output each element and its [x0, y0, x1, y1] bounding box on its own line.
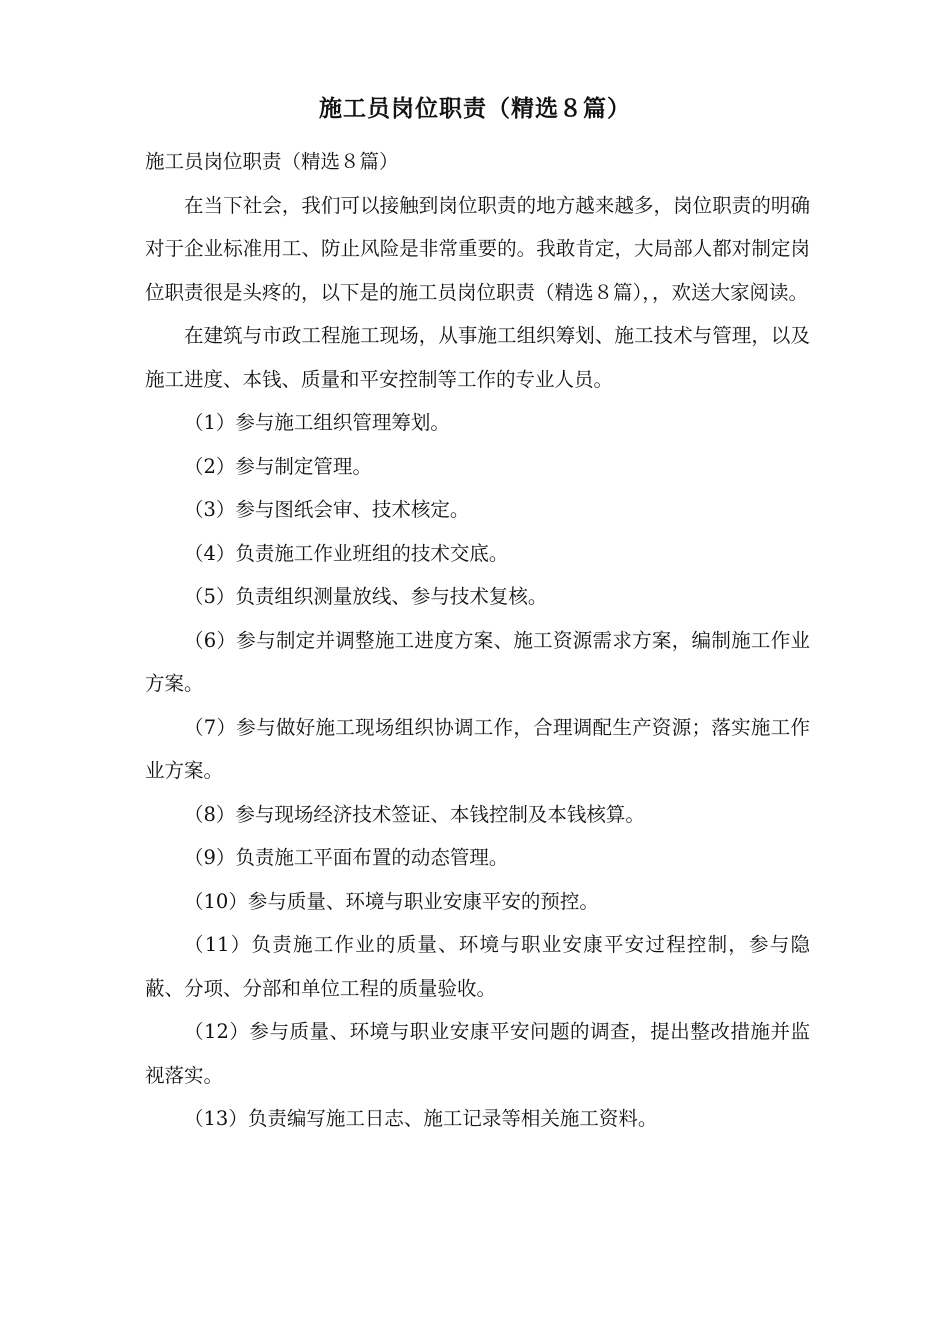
duty-item-1: （1）参与施工组织管理筹划。 — [184, 411, 450, 434]
duty-item-6: （6）参与制定并调整施工进度方案、施工资源需求方案，编制施工作业方案。 — [145, 628, 810, 695]
page-title: 施工员岗位职责（精选８篇） — [319, 95, 631, 122]
duty-item-2: （2）参与制定管理。 — [184, 454, 372, 478]
duty-item-10: （10）参与质量、环境与职业安康平安的预控。 — [184, 889, 599, 913]
intro-paragraph: 在当下社会，我们可以接触到岗位职责的地方越来越多，岗位职责的明确对于企业标准用工、防止风险是非常重要的。我敢肯定，大局部人都对制定岗位职责很是头疼的，以下是的施工员岗位职责（精选８篇），，欢送大家阅读。 — [145, 193, 810, 304]
subtitle-paragraph: 施工员岗位职责（精选８篇） — [145, 150, 399, 173]
definition-paragraph: 在建筑与市政工程施工现场，从事施工组织筹划、施工技术与管理，以及施工进度、本钱、质量和平安控制等工作的专业人员。 — [145, 324, 810, 391]
document-body — [145, 140, 810, 1141]
duty-item-7: （7）参与做好施工现场组织协调工作，合理调配生产资源；落实施工作业方案。 — [145, 715, 810, 782]
duty-item-11: （11）负责施工作业的质量、环境与职业安康平安过程控制，参与隐蔽、分项、分部和单位工程的质量验收。 — [145, 933, 810, 1000]
duty-item-12: （12）参与质量、环境与职业安康平安问题的调查，提出整改措施并监视落实。 — [145, 1020, 810, 1087]
duty-item-4: （4）负责施工作业班组的技术交底。 — [184, 541, 509, 565]
duty-item-3: （3）参与图纸会审、技术核定。 — [184, 498, 470, 521]
duty-item-8: （8）参与现场经济技术签证、本钱控制及本钱核算。 — [184, 802, 645, 826]
duty-item-5: （5）负责组织测量放线、参与技术复核。 — [184, 585, 548, 608]
duty-item-9: （9）负责施工平面布置的动态管理。 — [184, 846, 509, 869]
duty-item-13: （13）负责编写施工日志、施工记录等相关施工资料。 — [184, 1107, 658, 1130]
